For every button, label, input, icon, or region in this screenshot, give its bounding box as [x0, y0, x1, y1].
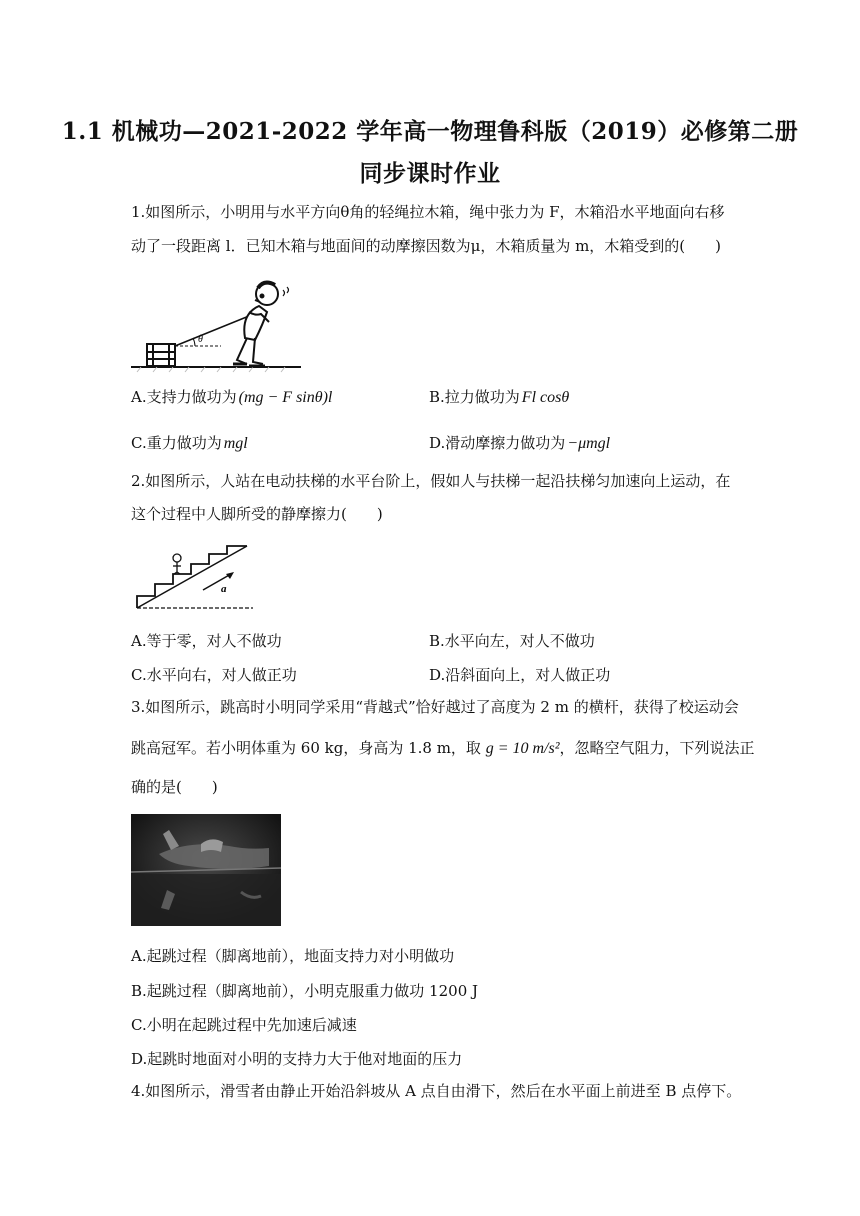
q3-stem-line2-part2: ，忽略空气阻力，下列说法正: [559, 739, 755, 757]
q1-option-d-text: D.滑动摩擦力做功为: [429, 434, 566, 452]
q1-option-c-text: C.重力做功为: [131, 434, 222, 452]
person-figure: [173, 554, 181, 574]
q3-high-jump-photo: [131, 814, 281, 926]
q3-stem-line1: 3.如图所示，跳高时小明同学采用“背越式”恰好越过了高度为 2 m 的横杆，获得了校运动会: [131, 698, 739, 716]
q1-option-b-formula: Fl cosθ: [521, 389, 570, 406]
q3-stem-line3: 确的是( ): [131, 778, 218, 796]
q1-option-c-formula: mgl: [223, 435, 248, 452]
q1-option-d-formula: −μmgl: [567, 435, 611, 452]
q2-stem-line2: 这个过程中人脚所受的静摩擦力( ): [131, 505, 383, 523]
q1-stem-line2: 动了一段距离 l．已知木箱与地面间的动摩擦因数为μ，木箱质量为 m，木箱受到的( ): [131, 237, 722, 255]
q3-option-c[interactable]: C.小明在起跳过程中先加速后减速: [131, 1016, 357, 1034]
q1-option-c[interactable]: [131, 432, 248, 453]
man-figure: [233, 283, 289, 366]
page-title-line1: 1.1 机械功—2021-2022 学年高一物理鲁科版（2019）必修第二册: [61, 118, 799, 145]
q1-option-b-text: B.拉力做功为: [429, 388, 520, 406]
q2-option-b[interactable]: B.水平向左，对人不做功: [429, 632, 595, 650]
q1-option-a-text: A.支持力做功为: [131, 388, 237, 406]
q2-figure-escalator: [131, 544, 255, 614]
q3-option-b[interactable]: B.起跳过程（脚离地前），小明克服重力做功 1200 J: [131, 982, 479, 1000]
q2-option-d[interactable]: D.沿斜面向上，对人做正功: [429, 666, 611, 684]
q1-option-d[interactable]: [429, 432, 610, 453]
q1-option-b[interactable]: [429, 386, 569, 407]
q1-figure-man-pulling-box: [131, 276, 301, 373]
q1-stem-line1: 1.如图所示，小明用与水平方向θ角的轻绳拉木箱，绳中张力为 F，木箱沿水平地面向右移: [131, 203, 725, 221]
q3-gravity-formula: g = 10 m/s²: [485, 740, 560, 757]
q2-figure-acceleration-label: a: [221, 583, 227, 595]
q2-option-a[interactable]: A.等于零，对人不做功: [131, 632, 282, 650]
q1-option-a[interactable]: [131, 386, 332, 407]
q3-option-a[interactable]: A.起跳过程（脚离地前），地面支持力对小明做功: [131, 947, 455, 965]
q4-stem-line1: 4.如图所示，滑雪者由静止开始沿斜坡从 A 点自由滑下，然后在水平面上前进至 B 点停下。: [131, 1082, 742, 1100]
q2-stem-line1: 2.如图所示，人站在电动扶梯的水平台阶上，假如人与扶梯一起沿扶梯匀加速向上运动，在: [131, 472, 731, 490]
q2-option-c[interactable]: C.水平向右，对人做正功: [131, 666, 297, 684]
q1-figure-angle-label: θ: [198, 334, 203, 345]
wooden-box: [147, 344, 175, 366]
q1-option-a-formula: (mg − F sinθ)l: [238, 389, 333, 406]
q3-option-d[interactable]: D.起跳时地面对小明的支持力大于他对地面的压力: [131, 1050, 463, 1068]
page-title-line2: 同步课时作业: [359, 160, 501, 187]
q3-stem-line2-part1: 跳高冠军。若小明体重为 60 kg，身高为 1.8 m，取: [131, 739, 486, 757]
q3-stem-line2: [131, 738, 755, 759]
